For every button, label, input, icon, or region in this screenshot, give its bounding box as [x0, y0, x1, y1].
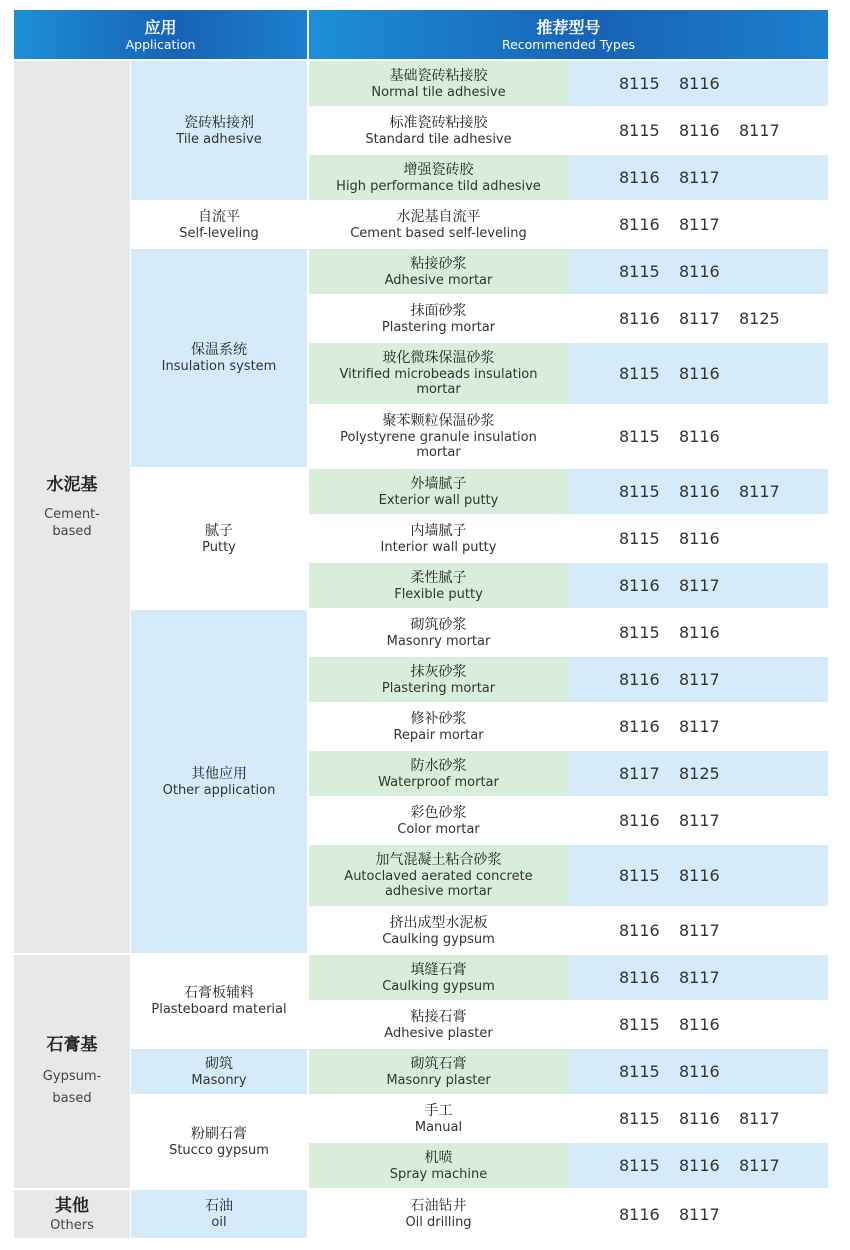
product-cell — [309, 343, 568, 404]
models-cell — [568, 657, 828, 702]
product-name-en: Vitrified microbeads insulation mortar — [339, 367, 538, 397]
product-name-zh: 标准瓷砖粘接胶 — [389, 114, 488, 131]
product-name-en: Polystyrene granule insulation mortar — [340, 430, 537, 460]
model-number: 8117 — [679, 1204, 720, 1224]
application-label-zh: 粉刷石膏 — [191, 1126, 247, 1142]
model-number: 8116 — [619, 968, 660, 987]
product-cell — [309, 249, 568, 294]
product-name-zh: 防水砂浆 — [410, 757, 467, 774]
application-label-zh: 瓷砖粘接剂 — [184, 114, 254, 131]
models-cell — [568, 1190, 828, 1238]
product-name-en: Caulking gypsum — [382, 978, 495, 994]
product-name-en: Manual — [414, 1119, 463, 1135]
models-cell — [568, 1096, 828, 1141]
model-number: 8116 — [679, 364, 720, 383]
product-name-zh: 粘接石膏 — [410, 1008, 467, 1025]
product-cell — [309, 1143, 568, 1188]
models-cell — [568, 704, 828, 749]
application-label-zh: 自流平 — [198, 208, 240, 225]
product-name-zh: 手工 — [424, 1102, 453, 1119]
model-number: 8116 — [679, 482, 720, 501]
product-name-en: Standard tile adhesive — [365, 131, 512, 147]
application-label-en: Insulation system — [161, 359, 277, 374]
model-number: 8117 — [739, 482, 780, 501]
product-name-en: Plastering mortar — [381, 680, 496, 696]
header-recommended-zh: 推荐型号 — [536, 17, 601, 37]
models-cell — [568, 845, 828, 906]
product-name-en: Caulking gypsum — [382, 931, 495, 947]
product-name-en: Oil drilling — [405, 1215, 472, 1230]
model-number: 8115 — [619, 1015, 660, 1034]
product-name-en: Repair mortar — [393, 727, 484, 743]
model-number: 8115 — [619, 74, 660, 93]
model-number: 8117 — [619, 764, 660, 783]
product-cell — [309, 798, 568, 843]
product-cell — [309, 108, 568, 153]
product-name-zh: 砌筑石膏 — [410, 1055, 467, 1072]
product-name-zh: 机喷 — [424, 1149, 453, 1166]
product-cell — [309, 61, 568, 106]
product-name-en: Normal tile adhesive — [371, 84, 506, 100]
product-name-en: Exterior wall putty — [378, 492, 499, 508]
application-oil — [131, 1190, 307, 1238]
product-name-en: Masonry mortar — [386, 633, 491, 649]
product-name-en: Color mortar — [397, 821, 480, 837]
product-cell — [309, 202, 568, 247]
model-number: 8116 — [679, 427, 720, 446]
category-label-en: Others — [50, 1217, 94, 1233]
model-number: 8115 — [619, 364, 660, 383]
product-name-en: Masonry plaster — [386, 1072, 491, 1088]
model-number: 8116 — [619, 921, 660, 940]
models-cell — [568, 798, 828, 843]
models-cell — [568, 406, 828, 467]
model-number: 8117 — [679, 968, 720, 987]
product-name-zh: 内墙腻子 — [410, 522, 467, 539]
product-name-zh: 增强瓷砖胶 — [403, 161, 474, 178]
model-number: 8117 — [679, 215, 720, 234]
model-number: 8115 — [619, 623, 660, 642]
product-name-zh: 填缝石膏 — [410, 961, 467, 978]
category-label-zh: 其他 — [55, 1195, 89, 1216]
model-number: 8115 — [619, 866, 660, 885]
product-cell — [309, 155, 568, 200]
application-label-zh: 石膏板辅料 — [184, 985, 254, 1001]
application-label-zh: 腻子 — [205, 522, 233, 539]
application-stucco-gypsum — [131, 1096, 307, 1188]
application-label-en: Plasteboard material — [151, 1002, 287, 1017]
product-name-zh: 挤出成型水泥板 — [389, 914, 488, 931]
model-number: 8117 — [679, 309, 720, 328]
model-number: 8115 — [619, 262, 660, 281]
models-cell — [568, 516, 828, 561]
models-cell — [568, 563, 828, 608]
product-name-en: Autoclaved aerated concrete adhesive mortar — [344, 869, 533, 899]
model-number: 8115 — [619, 1062, 660, 1081]
product-name-zh: 加气混凝土粘合砂浆 — [375, 852, 502, 868]
product-name-zh: 聚苯颗粒保温砂浆 — [382, 413, 495, 429]
product-name-en: Adhesive mortar — [384, 272, 493, 288]
model-number: 8116 — [679, 121, 720, 140]
model-number: 8125 — [679, 764, 720, 783]
model-number: 8116 — [679, 866, 720, 885]
application-label-en: Tile adhesive — [176, 131, 262, 147]
model-number: 8116 — [679, 1062, 720, 1081]
application-label-zh: 其他应用 — [191, 765, 247, 782]
category-label-zh: 石膏基 — [46, 1034, 98, 1055]
category-label-en: Cement- based — [44, 507, 100, 539]
application-label-zh: 砌筑 — [205, 1055, 233, 1072]
models-cell — [568, 1049, 828, 1094]
model-number: 8116 — [679, 262, 720, 281]
product-name-zh: 彩色砂浆 — [410, 804, 467, 821]
model-number: 8117 — [679, 670, 720, 689]
application-masonry — [131, 1049, 307, 1094]
model-number: 8117 — [679, 811, 720, 830]
models-cell — [568, 296, 828, 341]
model-number: 8117 — [679, 168, 720, 187]
application-plasteboard-material — [131, 955, 307, 1047]
product-cell — [309, 955, 568, 1000]
application-self-leveling — [131, 202, 307, 247]
model-number: 8117 — [739, 121, 780, 140]
product-cell — [309, 845, 568, 906]
application-insulation-system — [131, 249, 307, 467]
application-label-zh: 石油 — [205, 1198, 233, 1214]
application-label-en: Self-leveling — [179, 225, 259, 241]
product-name-en: Flexible putty — [394, 586, 483, 602]
product-name-zh: 外墙腻子 — [410, 475, 467, 492]
header-recommended-en: Recommended Types — [501, 36, 636, 52]
application-label-en: Putty — [202, 539, 236, 555]
model-number: 8116 — [619, 670, 660, 689]
application-putty — [131, 469, 307, 608]
product-cell — [309, 610, 568, 655]
product-name-en: Interior wall putty — [380, 539, 497, 555]
product-name-zh: 砌筑砂浆 — [410, 616, 467, 633]
product-name-zh: 抹面砂浆 — [410, 302, 467, 319]
model-number: 8116 — [679, 74, 720, 93]
category-label-en: Gypsum- based — [42, 1068, 102, 1106]
application-other-application — [131, 610, 307, 953]
product-cell — [309, 563, 568, 608]
models-cell — [568, 202, 828, 247]
model-number: 8117 — [739, 1156, 780, 1175]
product-name-zh: 石油钻井 — [410, 1198, 467, 1214]
model-number: 8116 — [679, 1109, 720, 1128]
product-cell — [309, 406, 568, 467]
product-name-zh: 修补砂浆 — [410, 710, 467, 727]
product-name-en: Plastering mortar — [381, 319, 496, 335]
product-name-en: Cement based self-leveling — [350, 225, 527, 241]
application-label-en: Masonry — [191, 1072, 247, 1088]
product-name-zh: 柔性腻子 — [410, 569, 467, 586]
product-name-en: Spray machine — [389, 1166, 488, 1182]
product-cell — [309, 1096, 568, 1141]
model-number: 8117 — [739, 1109, 780, 1128]
models-cell — [568, 343, 828, 404]
models-cell — [568, 610, 828, 655]
models-cell — [568, 1002, 828, 1047]
model-number: 8116 — [679, 1156, 720, 1175]
model-number: 8115 — [619, 1109, 660, 1128]
model-number: 8116 — [619, 811, 660, 830]
models-cell — [568, 751, 828, 796]
model-number: 8115 — [619, 482, 660, 501]
model-number: 8115 — [619, 1156, 660, 1175]
model-number: 8116 — [679, 529, 720, 548]
product-cell — [309, 1190, 568, 1238]
product-cell — [309, 704, 568, 749]
product-name-zh: 水泥基自流平 — [396, 208, 481, 225]
product-cell — [309, 908, 568, 953]
category-label-zh: 水泥基 — [46, 475, 98, 495]
product-cell — [309, 1002, 568, 1047]
header-application-en: Application — [125, 36, 196, 52]
product-name-zh: 粘接砂浆 — [410, 255, 467, 272]
product-cell — [309, 296, 568, 341]
application-tile-adhesive — [131, 61, 307, 200]
model-number: 8115 — [619, 121, 660, 140]
model-number: 8116 — [619, 1204, 660, 1224]
model-number: 8116 — [679, 1015, 720, 1034]
model-number: 8116 — [619, 717, 660, 736]
models-cell — [568, 908, 828, 953]
product-cell — [309, 469, 568, 514]
application-label-zh: 保温系统 — [191, 342, 247, 358]
models-cell — [568, 1143, 828, 1188]
product-cell — [309, 751, 568, 796]
product-name-en: Adhesive plaster — [384, 1025, 493, 1041]
product-name-en: Waterproof mortar — [378, 774, 499, 790]
models-cell — [568, 955, 828, 1000]
product-cell — [309, 1049, 568, 1094]
models-cell — [568, 61, 828, 106]
product-name-zh: 玻化微珠保温砂浆 — [382, 350, 495, 366]
product-cell — [309, 516, 568, 561]
model-number: 8117 — [679, 717, 720, 736]
category-others — [14, 1190, 130, 1238]
category-gypsum-based — [14, 955, 130, 1188]
model-number: 8116 — [679, 623, 720, 642]
application-label-en: oil — [211, 1215, 227, 1230]
header-application — [14, 10, 307, 59]
header-application-zh: 应用 — [144, 17, 177, 37]
model-number: 8115 — [619, 529, 660, 548]
model-number: 8117 — [679, 921, 720, 940]
model-number: 8116 — [619, 576, 660, 595]
product-name-zh: 抹灰砂浆 — [410, 663, 467, 680]
model-number: 8116 — [619, 309, 660, 328]
header-recommended-types — [309, 10, 828, 59]
application-label-en: Other application — [162, 782, 276, 798]
application-label-en: Stucco gypsum — [169, 1143, 269, 1158]
model-number: 8115 — [619, 427, 660, 446]
models-cell — [568, 108, 828, 153]
model-number: 8116 — [619, 168, 660, 187]
models-cell — [568, 155, 828, 200]
product-cell — [309, 657, 568, 702]
model-number: 8117 — [679, 576, 720, 595]
product-name-zh: 基础瓷砖粘接胶 — [389, 67, 488, 84]
category-cement-based — [14, 61, 130, 953]
model-number: 8125 — [739, 309, 780, 328]
models-cell — [568, 469, 828, 514]
product-name-en: High performance tild adhesive — [336, 178, 541, 194]
models-cell — [568, 249, 828, 294]
model-number: 8116 — [619, 215, 660, 234]
